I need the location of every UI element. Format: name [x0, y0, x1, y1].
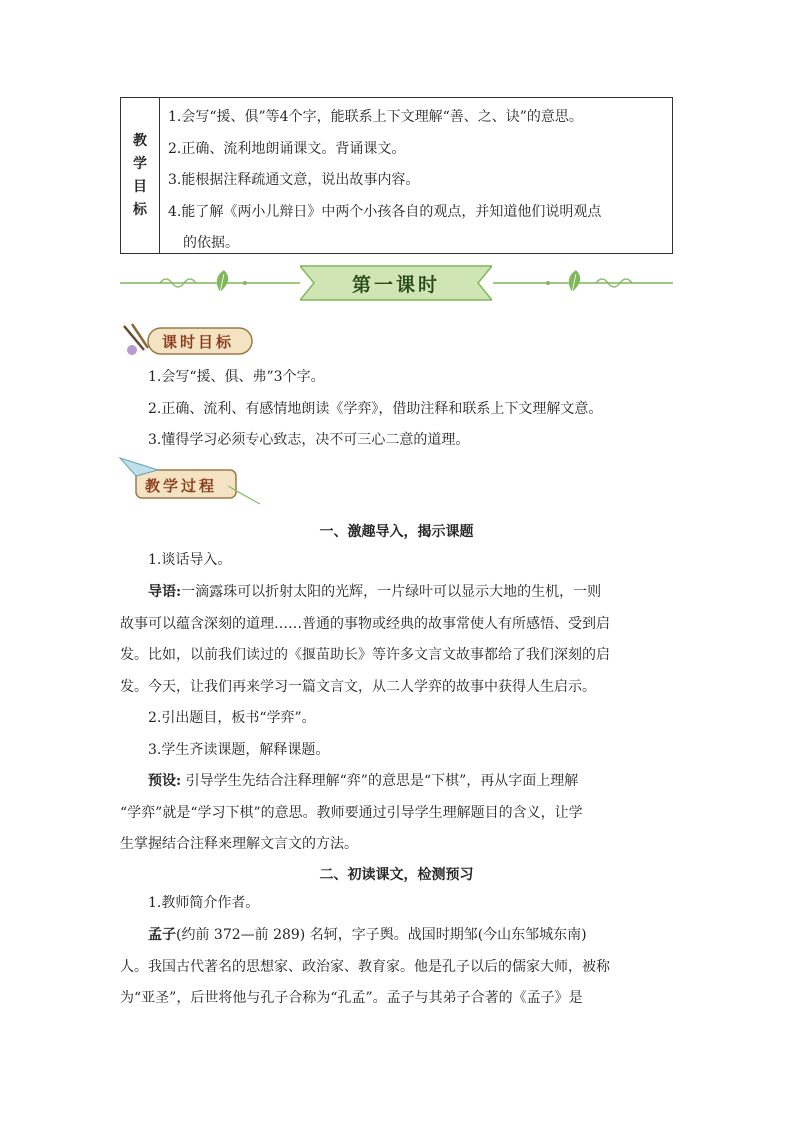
preset-line: 生掌握结合注释来理解文言文的方法。	[120, 836, 358, 852]
preset-label: 预设:	[148, 773, 182, 789]
goal-item: 2.正确、流利地朗诵课文。背诵课文。	[168, 140, 406, 157]
leaf-icon	[569, 270, 580, 292]
lead-line: 发。今天，让我们再来学习一篇文言文，从二人学弈的故事中获得人生启示。	[120, 678, 596, 695]
preset-line: 引导学生先结合注释理解“弈”的意思是“下棋”，再从字面上理解	[185, 773, 579, 789]
brush-icon	[124, 324, 148, 355]
part1-step3: 3.学生齐读课题，解释课题。	[148, 742, 330, 758]
part1-preset-paragraph	[120, 766, 673, 861]
author-line: (约前 372—前 289) 名轲，字子舆。战国时期邹(今山东邹城东南)	[176, 927, 587, 943]
author-name: 孟子	[148, 927, 176, 943]
part1-step2: 2.引出题目，板书“学弈”。	[148, 710, 316, 726]
lead-line: 故事可以蕴含深刻的道理……普通的事物或经典的故事常使人有所感悟、受到启	[120, 615, 610, 632]
section-badge-label: 教学过程	[145, 476, 218, 495]
author-line: 人。我国古代著名的思想家、政治家、教育家。他是孔子以后的儒家大师，被称	[120, 958, 610, 975]
goals-content-cell	[160, 98, 672, 253]
lead-label: 导语:	[148, 584, 182, 600]
part2-heading: 二、初读课文，检测预习	[319, 867, 474, 883]
author-line: 为“亚圣”，后世将他与孔子合称为“孔孟”。孟子与其弟子合著的《孟子》是	[120, 990, 583, 1006]
lesson-goal-item: 3.懂得学习必须专心致志，决不可三心二意的道理。	[148, 432, 470, 448]
lesson-goals-list	[120, 362, 701, 457]
lesson-title: 第一课时	[351, 273, 440, 296]
lesson-goal-item: 1.会写“援、俱、弗”3个字。	[148, 369, 325, 385]
preset-line: “学弈”就是“学习下棋”的意思。教师要通过引导学生理解题目的含义，让学	[120, 804, 583, 821]
goal-item: 1.会写“援、俱”等4个字，能联系上下文理解“善、之、诀”的意思。	[168, 109, 583, 125]
goals-header-char: 教	[133, 132, 147, 149]
goal-item: 3.能根据注释疏通文意，说出故事内容。	[168, 172, 420, 188]
part1-heading: 一、激趣导入，揭示课题	[319, 524, 474, 540]
part1-step1: 1.谈话导入。	[148, 552, 232, 568]
lead-line: 一滴露珠可以折射太阳的光辉，一片绿叶可以显示大地的生机，一则	[181, 584, 602, 600]
part1-lead-paragraph	[120, 577, 673, 703]
section-badge-label: 课时目标	[162, 332, 235, 351]
lesson-goal-item: 2.正确、流利、有感情地朗读《学弈》，借助注释和联系上下文理解文意。	[148, 400, 603, 417]
leaf-icon	[217, 270, 228, 292]
goals-header-cell	[121, 98, 160, 253]
goals-header-char: 学	[133, 155, 147, 172]
goal-item-continuation: 的依据。	[183, 235, 239, 251]
teaching-goals-table	[120, 97, 673, 254]
goals-header-char: 目	[133, 178, 147, 195]
goals-header-char: 标	[133, 201, 147, 218]
part2-step1: 1.教师简介作者。	[148, 895, 260, 911]
goal-item: 4.能了解《两小儿辩日》中两个小孩各自的观点，并知道他们说明观点	[168, 203, 602, 220]
author-intro-paragraph	[120, 920, 673, 1015]
lead-line: 发。比如，以前我们读过的《揠苗助长》等许多文言文故事都给了我们深刻的启	[120, 647, 610, 663]
